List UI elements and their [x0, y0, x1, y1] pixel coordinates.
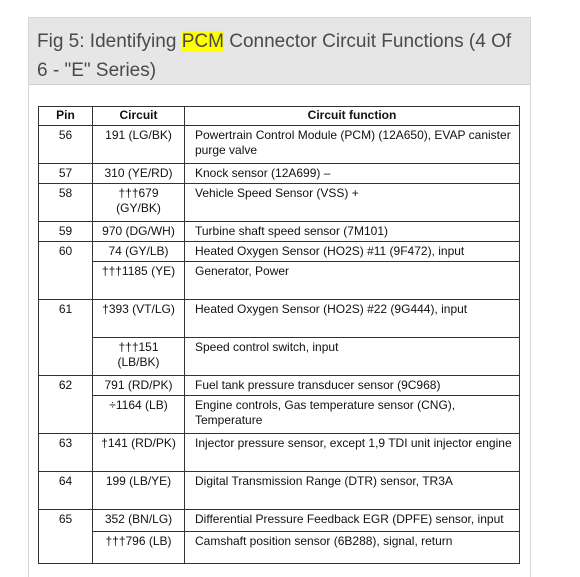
- table-row: [39, 510, 520, 532]
- circuit-cell: 310 (YE/RD): [93, 164, 185, 184]
- caption-suffix: Connector Circuit Functions (4 Of 6 - "E" Series): [37, 31, 512, 81]
- pin-cell: 61: [39, 300, 93, 338]
- table-row: [39, 126, 520, 164]
- table-row: [39, 472, 520, 510]
- function-cell: Differential Pressure Feedback EGR (DPFE) sensor, input: [185, 510, 520, 532]
- pin-cell: 65: [39, 510, 93, 532]
- pin-cell: [39, 532, 93, 564]
- table-row: [39, 376, 520, 396]
- pin-cell: 62: [39, 376, 93, 396]
- function-cell: Turbine shaft speed sensor (7M101): [185, 222, 520, 242]
- function-cell: Knock sensor (12A699) –: [185, 164, 520, 184]
- function-cell: Engine controls, Gas temperature sensor (CNG), Temperature: [185, 396, 520, 434]
- circuit-cell: †141 (RD/PK): [93, 434, 185, 472]
- pin-cell: 58: [39, 184, 93, 222]
- function-cell: Injector pressure sensor, except 1,9 TDI unit injector engine: [185, 434, 520, 472]
- table-row: [39, 184, 520, 222]
- circuit-cell: ÷1164 (LB): [93, 396, 185, 434]
- circuit-cell: 199 (LB/YE): [93, 472, 185, 510]
- circuit-cell: †††796 (LB): [93, 532, 185, 564]
- pin-cell: [39, 396, 93, 434]
- table-row: [39, 396, 520, 434]
- table-row: [39, 532, 520, 564]
- pin-cell: [39, 338, 93, 376]
- caption-prefix: Fig 5: Identifying: [37, 31, 182, 52]
- function-cell: Fuel tank pressure transducer sensor (9C968): [185, 376, 520, 396]
- pin-cell: 59: [39, 222, 93, 242]
- header-function: Circuit function: [185, 107, 520, 126]
- circuit-cell: †393 (VT/LG): [93, 300, 185, 338]
- circuit-cell: 352 (BN/LG): [93, 510, 185, 532]
- pin-cell: 60: [39, 242, 93, 262]
- circuit-cell: †††679 (GY/BK): [93, 184, 185, 222]
- pin-cell: 63: [39, 434, 93, 472]
- function-cell: Vehicle Speed Sensor (VSS) +: [185, 184, 520, 222]
- function-cell: Heated Oxygen Sensor (HO2S) #22 (9G444), input: [185, 300, 520, 338]
- circuit-cell: 74 (GY/LB): [93, 242, 185, 262]
- table-row: [39, 338, 520, 376]
- function-cell: Heated Oxygen Sensor (HO2S) #11 (9F472), input: [185, 242, 520, 262]
- function-cell: Digital Transmission Range (DTR) sensor, TR3A: [185, 472, 520, 510]
- caption-highlight: PCM: [181, 31, 224, 52]
- table-row: [39, 222, 520, 242]
- table-row: [39, 434, 520, 472]
- table-row: [39, 164, 520, 184]
- pin-cell: 57: [39, 164, 93, 184]
- function-cell: Speed control switch, input: [185, 338, 520, 376]
- function-cell: Camshaft position sensor (6B288), signal, return: [185, 532, 520, 564]
- pin-cell: 56: [39, 126, 93, 164]
- function-cell: Powertrain Control Module (PCM) (12A650), EVAP canister purge valve: [185, 126, 520, 164]
- figure-caption: [29, 18, 530, 85]
- table-row: [39, 262, 520, 300]
- circuit-cell: †††1185 (YE): [93, 262, 185, 300]
- pin-cell: [39, 262, 93, 300]
- pin-cell: 64: [39, 472, 93, 510]
- circuit-cell: 970 (DG/WH): [93, 222, 185, 242]
- circuit-table: [38, 106, 520, 564]
- circuit-cell: 191 (LG/BK): [93, 126, 185, 164]
- table-row: [39, 300, 520, 338]
- table-row: [39, 242, 520, 262]
- header-pin: Pin: [39, 107, 93, 126]
- circuit-cell: †††151 (LB/BK): [93, 338, 185, 376]
- header-circuit: Circuit: [93, 107, 185, 126]
- function-cell: Generator, Power: [185, 262, 520, 300]
- table-header-row: [39, 107, 520, 126]
- circuit-cell: 791 (RD/PK): [93, 376, 185, 396]
